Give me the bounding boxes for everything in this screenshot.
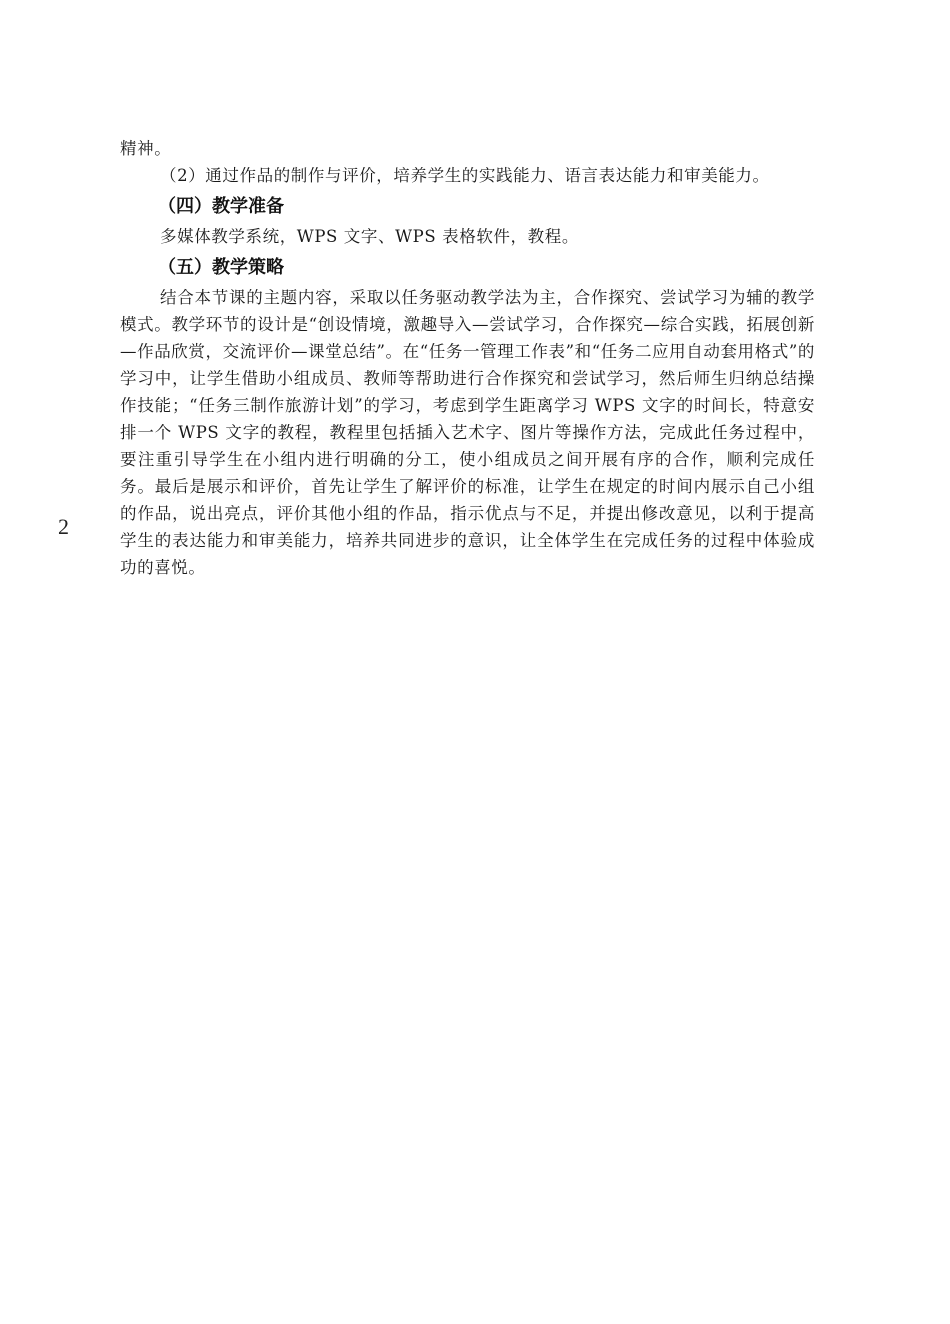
section-heading-teaching-strategy: （五）教学策略 [158,257,284,278]
document-body [120,135,815,581]
section-heading-teaching-preparation: （四）教学准备 [158,196,284,217]
paragraph-objective-2: （2）通过作品的制作与评价，培养学生的实践能力、语言表达能力和审美能力。 [160,166,770,185]
paragraph-teaching-preparation: 多媒体教学系统，WPS 文字、WPS 表格软件，教程。 [160,227,579,246]
page-number: 2 [58,514,69,539]
paragraph-teaching-strategy: 结合本节课的主题内容，采取以任务驱动教学法为主，合作探究、尝试学习为辅的教学模式。教学环节的设计是“创设情境，激趣导入—尝试学习，合作探究—综合实践，拓展创新—作品欣赏，交流评价—课堂总结”。在“任务一管理工作表”和“任务二应用自动套用格式”的学习中，让学生借助小组成员、教师等帮助进行合作探究和尝试学习，然后师生归纳总结操作技能；“任务三制作旅游计划”的学习，考虑到学生距离学习 WPS 文字的时间长，特意安排一个 WPS 文字的教程，教程里包括插入艺术字、图片等操作方法，完成此任务过程中，要注重引导学生在小组内进行明确的分工，使小组成员之间开展有序的合作，顺利完成任务。最后是展示和评价，首先让学生了解评价的标准，让学生在规定的时间内展示自己小组的作品，说出亮点，评价其他小组的作品，指示优点与不足，并提出修改意见，以利于提高学生的表达能力和审美能力，培养共同进步的意识，让全体学生在完成任务的过程中体验成功的喜悦。 [120,288,815,577]
paragraph-continuation: 精神。 [120,139,172,158]
